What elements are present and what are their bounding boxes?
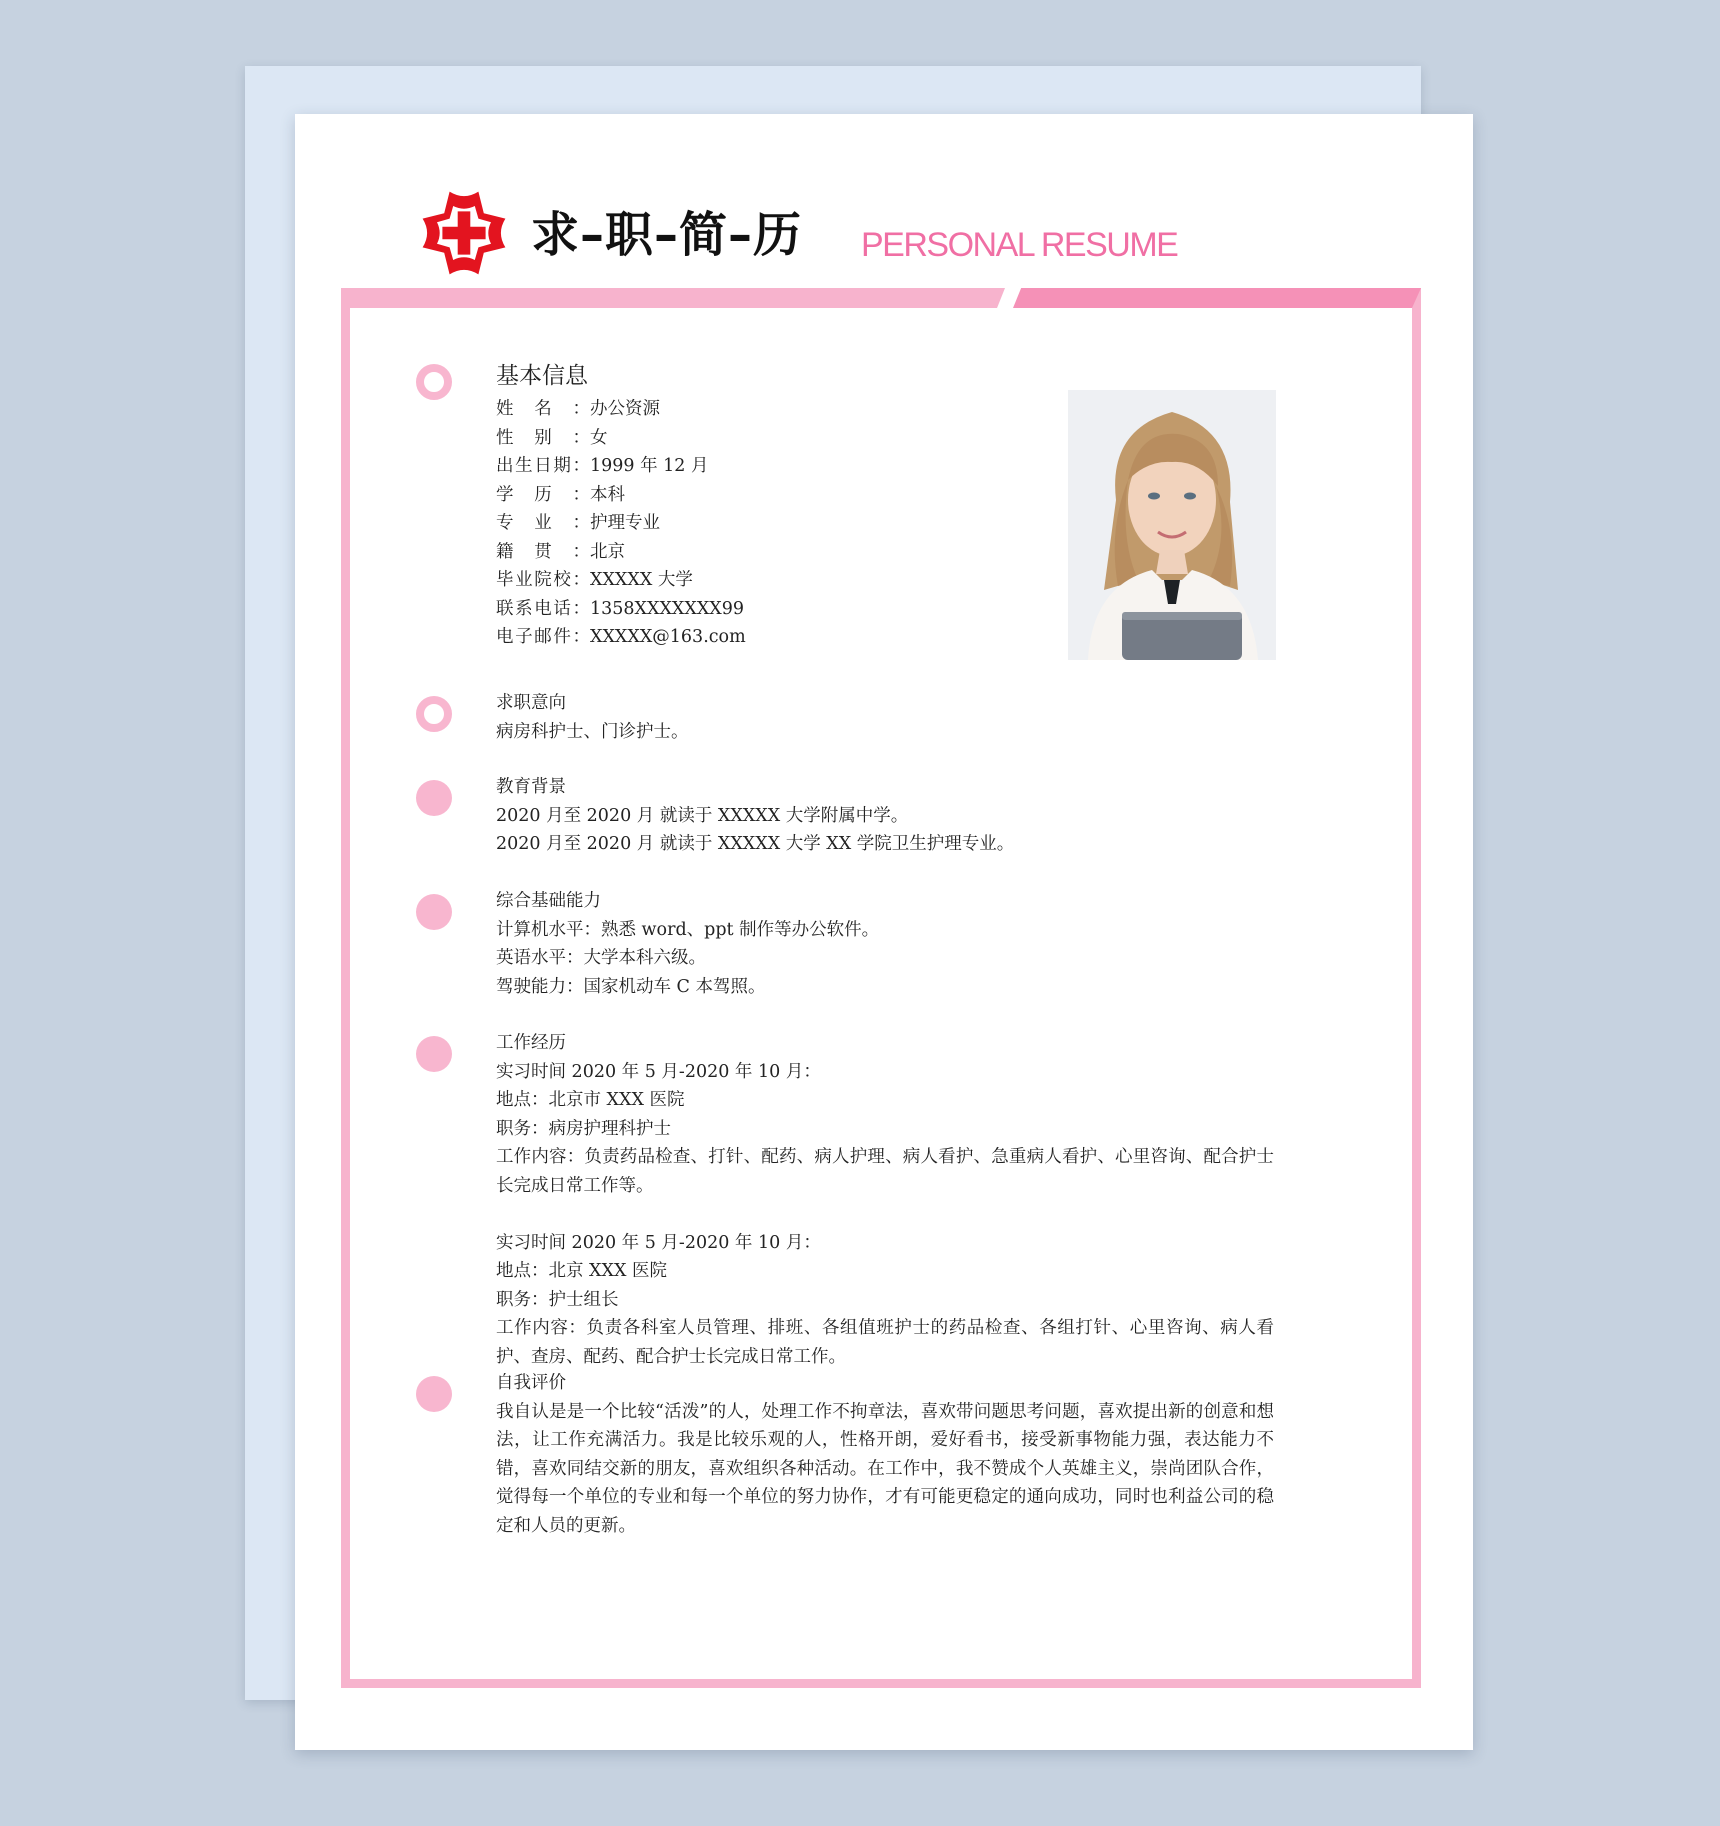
- section-work: [496, 1029, 1274, 1371]
- section-heading: 求职意向: [496, 693, 566, 713]
- section-self-eval: [496, 1369, 1274, 1540]
- section-heading: 自我评价: [496, 1373, 566, 1393]
- resume-page: [295, 114, 1473, 1750]
- red-cross-logo: [419, 188, 509, 278]
- dot-marker: [416, 1376, 452, 1412]
- ring-marker: [416, 364, 452, 400]
- text-line: 英语水平：大学本科六级。: [496, 948, 706, 968]
- info-row: 电子邮件：XXXXX@163.com: [496, 627, 746, 647]
- info-row: 学历：本科: [496, 484, 625, 505]
- text-line: 计算机水平：熟悉 word、ppt 制作等办公软件。: [496, 919, 880, 940]
- text-paragraph: 工作内容：负责药品检查、打针、配药、病人护理、病人看护、急重病人看护、心里咨询、配合护士长完成日常工作等。: [496, 1147, 1274, 1196]
- info-row: 籍贯：北京: [496, 541, 625, 562]
- resume-title: 求–职–简–历: [531, 207, 803, 263]
- info-row: 出生日期：1999 年 12 月: [496, 456, 709, 476]
- section-heading: 工作经历: [496, 1033, 566, 1053]
- profile-photo: [1068, 390, 1276, 660]
- text-paragraph: 工作内容：负责各科室人员管理、排班、各组值班护士的药品检查、各组打针、心里咨询、病人看护、查房、配药、配合护士长完成日常工作。: [496, 1318, 1274, 1367]
- dot-marker: [416, 894, 452, 930]
- section-heading: 综合基础能力: [496, 891, 601, 911]
- dot-marker: [416, 780, 452, 816]
- info-row: 毕业院校：XXXXX 大学: [496, 570, 693, 590]
- text-line: 驾驶能力：国家机动车 C 本驾照。: [496, 976, 766, 997]
- text-line: 实习时间 2020 年 5 月-2020 年 10 月：: [496, 1061, 821, 1082]
- info-row: 姓名：办公资源: [496, 399, 660, 419]
- section-basic-info: [496, 357, 746, 652]
- section-education: [496, 773, 1014, 859]
- section-job-intention: [496, 689, 689, 746]
- text-line: 职务：病房护理科护士: [496, 1118, 671, 1139]
- dot-marker: [416, 1036, 452, 1072]
- section-skills: [496, 887, 879, 1001]
- section-heading: 教育背景: [496, 777, 566, 797]
- info-row: 专业：护理专业: [496, 513, 660, 533]
- spacer: [496, 1200, 1274, 1229]
- text-line: 2020 月至 2020 月 就读于 XXXXX 大学附属中学。: [496, 805, 909, 826]
- info-row: 性别：女: [496, 427, 608, 448]
- section-heading: 基本信息: [496, 363, 588, 389]
- text-line: 病房科护士、门诊护士。: [496, 721, 689, 742]
- resume-subtitle: PERSONAL RESUME: [861, 226, 1178, 264]
- info-row: 联系电话：1358XXXXXXX99: [496, 598, 745, 619]
- text-line: 2020 月至 2020 月 就读于 XXXXX 大学 XX 学院卫生护理专业。: [496, 834, 1015, 854]
- text-line: 地点：北京 XXX 医院: [496, 1261, 668, 1281]
- text-line: 实习时间 2020 年 5 月-2020 年 10 月：: [496, 1232, 821, 1253]
- text-paragraph: 我自认是是一个比较“活泼”的人，处理工作不拘章法，喜欢带问题思考问题，喜欢提出新的创意和想法，让工作充满活力。我是比较乐观的人，性格开朗，爱好看书，接受新事物能力强，表达能力不错，喜欢同结交新的朋友，喜欢组织各种活动。在工作中，我不赞成个人英雄主义，崇尚团队合作，觉得每一个单位的专业和每一个单位的努力协作，才有可能更稳定的通向成功，同时也利益公司的稳定和人员的更新。: [496, 1401, 1274, 1536]
- ring-marker: [416, 696, 452, 732]
- text-line: 职务：护士组长: [496, 1289, 619, 1310]
- text-line: 地点：北京市 XXX 医院: [496, 1090, 685, 1110]
